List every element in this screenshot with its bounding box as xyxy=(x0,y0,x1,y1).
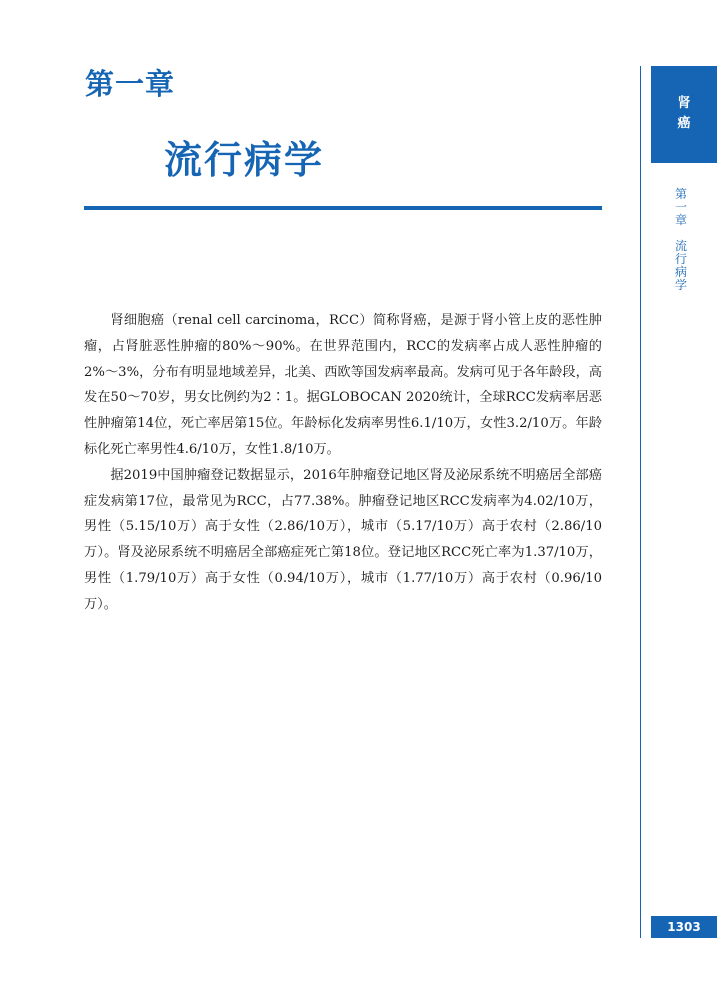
title-divider xyxy=(84,206,602,210)
paragraph-1: 肾细胞癌（renal cell carcinoma，RCC）简称肾癌，是源于肾小管上皮的恶性肿瘤，占肾脏恶性肿瘤的80%～90%。在世界范围内，RCC的发病率占成人恶性肿瘤的2%～3%，分布有明显地域差异，北美、西欧等国发病率最高。发病可见于各年龄段，高发在50～70岁，男女比例约为2∶1。据GLOBOCAN 2020统计，全球RCC发病率居恶性肿瘤第14位，死亡率居第15位。年龄标化发病率男性6.1/10万，女性3.2/10万。年龄标化死亡率男性4.6/10万，女性1.8/10万。 xyxy=(84,313,602,457)
side-book-tab xyxy=(651,66,717,163)
paragraph-2: 据2019中国肿瘤登记数据显示，2016年肿瘤登记地区肾及泌尿系统不明癌居全部癌症发病第17位，最常见为RCC，占77.38%。肿瘤登记地区RCC发病率为4.02/10万，男性（5.15/10万）高于女性（2.86/10万），城市（5.17/10万）高于农村（2.86/10万）。肾及泌尿系统不明癌居全部癌症死亡第18位。登记地区RCC死亡率为1.37/10万，男性（1.79/10万）高于女性（0.94/10万），城市（1.77/10万）高于农村（0.96/10万）。 xyxy=(84,467,602,612)
chapter-label: 第一章 xyxy=(85,67,176,101)
side-chapter-marker: 第 一 章 流 行 病 学 xyxy=(674,187,687,292)
side-book-title: 肾 癌 xyxy=(677,96,691,131)
side-margin-line xyxy=(640,66,641,938)
chapter-title: 流行病学 xyxy=(164,138,325,182)
body-text xyxy=(84,308,602,618)
page-number: 1303 xyxy=(651,916,717,938)
